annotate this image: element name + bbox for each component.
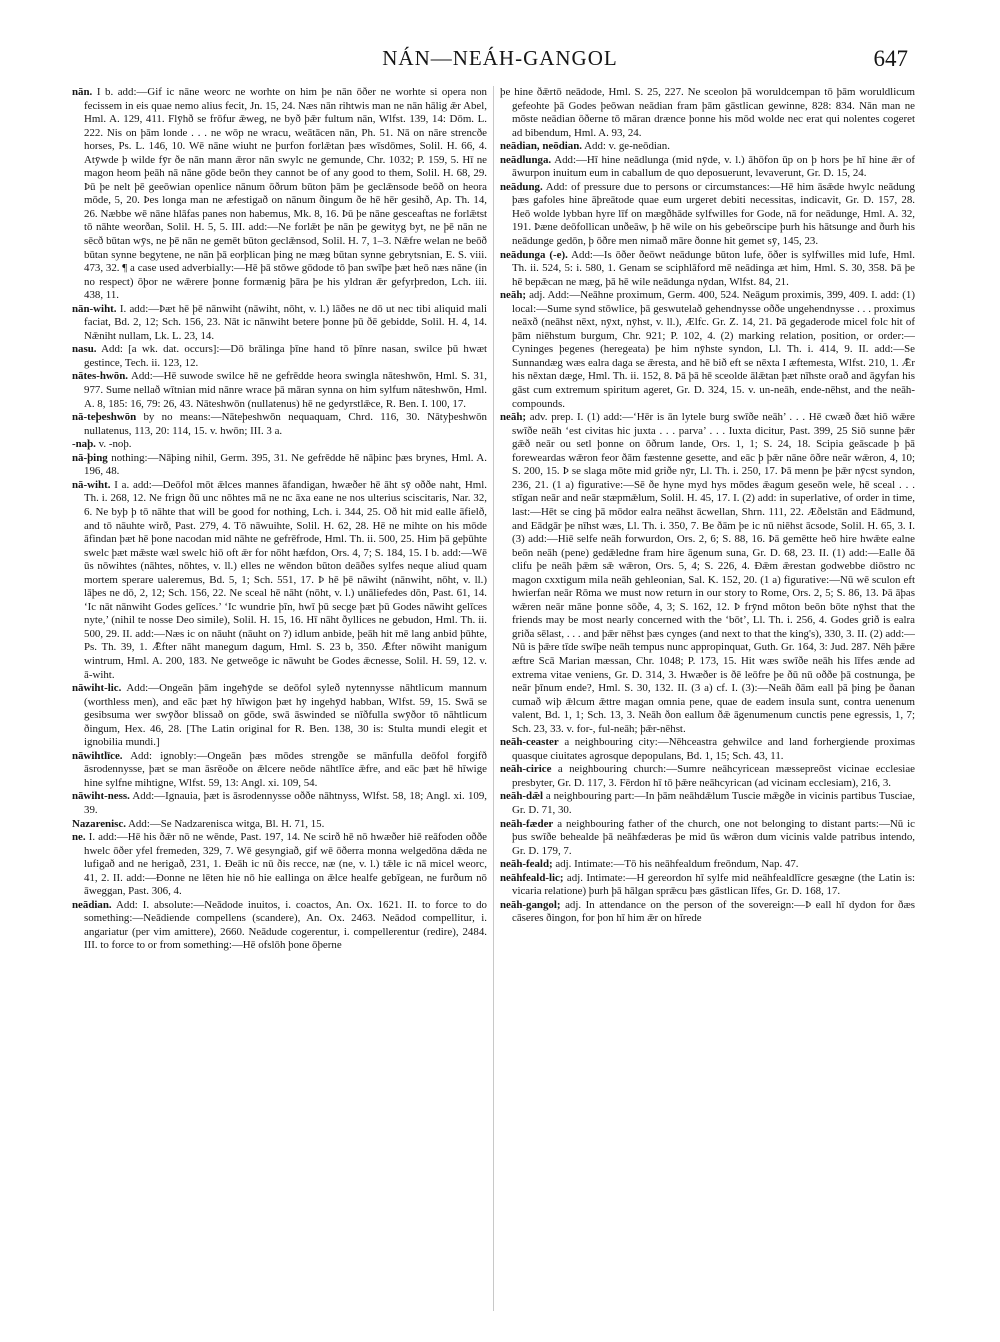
dictionary-entry	[500, 289, 915, 411]
entry-definition: a neighbouring part:—In þām neāhdǣlum Tuscie mǣgðe in vicinis partibus Tusciae, Gr. D. 71, 30.	[512, 790, 915, 816]
dictionary-entry	[500, 872, 915, 899]
entry-definition: I. add:—Þæt hē þē nānwiht (nāwiht, nōht, v. l.) lāðes ne dō ut nec tibi aliquid mali faciat, Bd. 2, 12; Sch. 156, 23. Nāt ic nānwiht betere þonne þū ðē gebidde, Solil. H. 4, 14. Nǣniht nullam, Lk. L. 23, 14.	[84, 302, 487, 342]
entry-definition: I b. add:—Gif ic nāne weorc ne worhte on him þe nān ōðer ne worhte si opera non fecissem in eis quae nemo alius fecit, Jn. 15, 24. Næs nān rihtwis man ne nān hālig ǣr Abel, Hml. A. 129, 411. Flȳhð se frōfur ǣweg, ne byð þǣr fultum nān, Wlfst. 139, 14: Dōm. L. 222. Nis on þām londe . . . ne wōp ne wracu, weātācen nān, Ph. 51. Nā on nāre strencðe horses, Ps. L. 146, 10. Wē nāne wiuht ne þurfon forlǣtan þæs wīsdōmes, Solil. H. 66, 4. Atȳwde þ wilde fȳr ðe nān mann ǣror nān swylc ne gemunde, Chr. 1032; P. 159, 5. Hī ne magon heom þeāh nā nāne gōde beōn they cannot be of any good to them, Solil. H. 68, 29. Þū þe nelt þē geeōwian openlice nānum ōðrum būton þām þe geclǣnsode beōð on heora mōde, 5, 20. Þes longa man ne æfestigað on nānum ðingum ðe hē hēr gesihð, Ap. Th. 14, 26. Næbbe wē nāne hlāfas panes non habemus, Mk. 8, 16. Þū þe nāne gesceaftas ne forlǣtst tō nāhte weorðan, Solil. H. 5, 5. III. add:—Ne forlǣt þe nān þe gewityg byt, ne þē nān ne sēcð būtan wȳs, ne þē nān ne gemēt būton geclǣnsod, Solil. H. 7, 1–3. Nǣfre welan ne beōð būtan synne begytene, ne nān þā eorþlican þing ne mæg būtan synne gebrytsnian, E. S. viii. 473, 32. ¶ a case used adverbially:—Hē þā stōwe gōdode tō þan swīþe þæt heō næs nāne (in no respect) ōþor ne wǣrere þonne formænig þāra þe his yldran ǣr gefyrþredon, Lch. iii. 438, 11.	[84, 86, 487, 302]
entry-definition: Add:—Is ōðer ðeōwt neādunge būton lufe, ōðer is sylfwilles mid lufe, Hml. Th. ii. 524, 5: i. 580, 1. Genam se sciphlāford mē neādinga æt him, Hml. S. 30, 358. Þā þe hē bepǣcan ne mæg, þā hē wile neādunga nȳdan, Wlfst. 84, 21.	[512, 248, 915, 288]
dictionary-entry	[500, 154, 915, 181]
entry-headword: nasu.	[72, 343, 97, 356]
dictionary-entry	[500, 763, 915, 790]
entry-definition: I. add:—Hē his ðǣr nō ne wēnde, Past. 197, 14. Ne scirð hē nō hwæðer hiē reāfoden oððe hwelc ōðer yfel fremeden, 329, 7. Wē gesyngiað, gif wē ōðerra monna welgedōna dǣda ne lufigað and ne herigað, 231, 1. Ðeāh ic nū ðis recce, næ (ne, v. l.) tǣle ic nā micel weorc, 41, 2. II. add:—Ðonne ne lēten hie nō hie eallinga on ǣlce healfe gebīgean, ne furðum nō āweggan, Past. 306, 4.	[84, 831, 487, 898]
entry-definition: Add: v. ge-neōdian.	[584, 140, 670, 153]
entry-definition: adj. Intimate:—Tō his neāhfealdum freōndum, Nap. 47.	[555, 858, 799, 871]
entry-headword: nān-wiht.	[72, 302, 117, 315]
entry-headword: nān.	[72, 86, 93, 98]
dictionary-entry	[500, 411, 915, 736]
entry-headword: neādlunga.	[500, 153, 552, 166]
page-number: 647	[873, 46, 908, 71]
entry-headword: nātes-hwōn.	[72, 370, 128, 383]
entry-headword: nā-wiht.	[72, 478, 111, 491]
entry-definition: nothing:—Nāþing nihil, Germ. 395, 31. Ne gefrēdde hē nāþinc þæs brynes, Hml. A. 196, 48.	[84, 451, 487, 478]
dictionary-entry	[72, 370, 487, 411]
entry-headword: neāh;	[500, 411, 527, 424]
entry-headword: neādunga (-e).	[500, 248, 568, 261]
entry-headword: neāh-cirice	[500, 763, 552, 776]
entry-headword: neāhfeald-lic;	[500, 871, 564, 884]
entry-definition: Add: of pressure due to persons or circumstances:—Hē him āsǣde hwylc neādung þæs gafoles hine āþreātode quae eum urgeret debiti necessitas, indicavit, Gr. D. 157, 28. Heō wolde lybban hyre līf on mægðhāde sylfwilles for Gode, nā for neādunge, Hml. A. 32, 191. Þæne deōfollican unðeāw, þ hē wile on his gebeōrscipe þurh his hātsunge and ðurh his neādunge gedōn, þ ōðre men nimað māre ðonne hit gemet sȳ, 145, 23.	[512, 180, 915, 248]
entry-headword: neāh;	[500, 289, 527, 302]
entry-definition: Add: [a wk. dat. occurs]:—Dō brālinga þīne hand tō þīnre nasan, swilce þū hwæt gestince, Tech. ii. 123, 12.	[84, 343, 487, 369]
entry-headword: nāwiht-lic.	[72, 682, 122, 695]
entry-definition: adj. Intimate:—H gereordon hī sylfe mid neāhfealdlīcre gesægne (the Latin is: vicaria relatione) þurh þā hālgan sprǣcu þæs gāstlican līfes, Gr. D. 168, 17.	[512, 871, 915, 898]
entry-definition: Add:—Ignauia, þæt is āsrodennysse oððe nāhtnyss, Wlfst. 58, 18; Angl. xi. 109, 39.	[84, 790, 487, 816]
dictionary-entry	[500, 181, 915, 249]
entry-headword: nā-teþeshwōn	[72, 411, 137, 424]
entry-definition: a neighbouring church:—Sumre neāhcyricean mæssepreōst vicinae ecclesiae presbyter, Gr. D. 117, 3. Fērdon hī tō þǣre neāhcyrican (ad vicinam ecclesiam), 216, 3.	[512, 763, 915, 789]
dictionary-entry	[72, 818, 487, 832]
entry-headword: Nazarenisc.	[72, 817, 126, 830]
entry-headword: neāh-ceaster	[500, 736, 559, 749]
dictionary-entry	[72, 343, 487, 370]
dictionary-entry	[500, 858, 915, 872]
dictionary-entry	[72, 452, 487, 479]
dictionary-entry	[500, 249, 915, 290]
left-column	[72, 86, 487, 1316]
entry-headword: neāh-feald;	[500, 858, 553, 871]
right-column	[500, 86, 915, 1316]
entry-definition: I a. add:—Deōfol mōt ǣlces mannes āfandigan, hwæðer hē āht sȳ oððe naht, Hml. Th. i. 268, 12. Ne frign ðū unc nōhtes mā ne nc āxa eane ne nos ulterius sciscitaris, Nar. 32, 6. Ne byþ þ tō nāhte that will be good for nothing, Lch. i. 344, 25. Oð hit mid ealle āfielð, and tō nāuhte wirð, Past. 279, 4. Tō nāwuihte, Solil. H. 62, 28. Hē ne mihte on his mōde āfindan þæt hē þone nacodan mid nāhte ne gefrēfrode, Hml. Th. ii. 500, 25. Him þā geþūhte swelc þæt mǣste wæl swelc hiō oft ǣr for nōht hæfdon, Ors. 4, 7; S. 184, 15. I b. add:—Wē ūs nōwihtes (nāhtes, nōhtes, v. ll.) elles ne wēndon būton deāðes sylfes neque aliud quam mortem sperare ualeremus, Bd. 5, 1; Sch. 551, 17. Þ hē þē nāwiht (nānwiht, nōht, v. ll.) lāþes ne dō, 2, 12; Sch. 156, 22. Ne sceal hē nāht (nōht, v. l.) unāliefedes dōn, Past. 61, 14. ‘Ic nāt nānwiht Godes gelīces.’ ‘Ic wundrie þīn, hwī þū secge þæt þū Godes nāwiht gelīces nyte,’ (nihil te nosse Deo simile), Solil. H. 15, 16. Hī nāht ðyllices ne gebudon, Hml. Th. ii. 500, 29. II. add:—Næs ic on nāuht (nāuht on ?) idlum anbide, þeāh hit mē lang anbid þūhte, Ps. Th. 39, 1. Ǣfter nāht manegum dagum, Hml. S. 23 b, 350. Ǣfter nōwiht manigum wintrum, Hml. A. 200, 183. Ne getweōge ic nāwuht be Godes ǣcnesse, Solil. H. 59, 12. v. ā-wiht.	[84, 478, 487, 681]
entry-definition: adj. Add:—Neāhne proximum, Germ. 400, 524. Neāgum proximis, 399, 409. I. add: (1) local:—Sume synd stōwlice, þā geswutelað gehendnysse oððe ungehendnysse . . . proximus neāxð (neāhst nēxt, nȳxt, nȳhst, v. ll.), Ælfc. Gr. Z. 14, 21. Þā gegaderode micel folc hit of þām niēhstum burgum, Chr. 921; P. 102, 4. (2) marking relation, position, or order:—Cyninges þegenes (heregeata) þe him nȳhste syndon, Ll. Th. i. 414, 9. II. add:—Se Sunnandæg wæs ealra daga se ǣresta, and hē bið eft se nēxta I æftemesta, Wlfst. 210, 1. Ǣr his nēxtan dæge, Hml. Th. ii. 152, 8. Þā þā hē sceolde ālǣtan þæt nīhste orað and āgyfan his gāst cum extremum spiritum ageret, Gr. D. 324, 15. v. un-neāh, ende-nēhst, and the neāh- compounds.	[512, 289, 915, 410]
dictionary-entry	[72, 790, 487, 817]
dictionary-entry	[72, 411, 487, 438]
entry-definition: Add: I. absolute:—Neādode inuitos, i. coactos, An. Ox. 1621. II. to force to do something:—Neādiende compellens (scandere), An. Ox. 2463. Neādod compellitur, i. angariatur (per vim amittere), 2660. Neādude cogerentur, i. compellerentur (redire), 2484. III. to force to or from something:—Hē ofslōh þone ōþerne	[84, 898, 487, 952]
entry-headword: neāh-fæder	[500, 817, 554, 830]
entry-headword: neādung.	[500, 180, 543, 193]
entry-definition: Add:—Hē suwode swilce hē ne gefrēdde heora swingla nāteshwōn, Hml. S. 31, 977. Sume nellað wītnian mid nānre wrace þā māran synna on him sylfum nāteshwōn, Hml. A. 8, 185: 16, 79: 26, 43. Nāteshwōn (nullatenus) hē ne gedyrstlǣce, R. Ben. I. 100, 17.	[84, 370, 487, 410]
entry-definition: adj. In attendance on the person of the sovereign:—Þ eall hī dydon for ðæs cāseres ðingon, for þon hī him ǣr on hīrede	[512, 898, 915, 925]
dictionary-entry	[72, 750, 487, 791]
entry-headword: neāh-dǣl	[500, 790, 543, 803]
entry-definition: v. -noþ.	[98, 438, 132, 451]
entry-headword: neādian.	[72, 898, 112, 911]
entry-definition: Add:—Se Nadzarenisca witga, Bl. H. 71, 15.	[128, 817, 325, 830]
running-title: NÁN—NEÁH-GANGOL	[382, 46, 618, 70]
entry-definition: by no means:—Nāteþeshwōn nequaquam, Chrd. 116, 30. Nātyþeshwōn nullatenus, 113, 20: 114, 15. v. hwōn; III. 3 a.	[84, 411, 487, 437]
entry-definition: þe hine ðǣrtō neādode, Hml. S. 25, 227. Ne sceolon þā woruldcempan tō þām woruldlicum gefeohte þā Godes þeōwan neādian fram þām gāstlican gewinne, 828: 834. Nān man ne mōste neādian ōðerne tō māran drænce þonne his mōd wolde nec erat qui nolentes cogeret ad bibendum, Hml. A. 93, 24.	[500, 86, 915, 139]
dictionary-entry	[72, 831, 487, 899]
running-head	[0, 46, 1000, 82]
entry-headword: nāwihtlīce.	[72, 749, 123, 762]
entry-definition: adv. prep. I. (1) add:—‘Hēr is ān lytele burg swīðe neāh’ . . . Hē cwæð ðæt hiō wǣre swīðe neāh ‘est civitas hic juxta . . . parva’ . . . Iuxta dicitur, Past. 399, 25 Siō sunne þǣr gǣð neār ou setl þonne on ōðrum lande, Ors. 1, 1; S. 24, 18. Scipia geāscade þ þā foreweardas wǣron feor ðām fæstenne gesette, and eāc þ þǣr nāne ōðre neār wǣron, 4, 10; S. 200, 15. Þ se slaga mōte mid griðe nȳr, Ll. Th. i. 250, 17. Þā menn þe þǣr nȳcst syndon, 236, 21. (1 a) figurative:—Sē ðe hyne myd hys mōdes ǣagum geseōn wele, hē sceal . . . stīgan neār and neār stæpmǣlum, Solil. H. 45, 17. I. (2) add: in superlative, of order in time, last:—Hēt se cing þā mōdor ealra neāhst ācwellan, Shrn. 111, 22. Æðelstān and Eādmund, and Eādgār þe nīhst wæs, Ll. Th. i. 350, 7. Be ðām þe ic nū niēhst ācsode, Solil. H. 65, 3. I. (3) add:—Hiē selfe neāh forwurdon, Ors. 2, 6; S. 88, 16. Þā gemētte heō hire hwǣte ealne beōn neāh (pene) gedǣledne fram hire āgenum suna, Gr. D. 68, 23. II. (1) add:—Ealle ðā clifu þe neāh þǣm sǣ wǣron, Ors. 5, 4; S. 226, 4. Ðǣm ǣrestan godwebbe diōstro nc magon cxxtigum mila neāh gehleonian, Sal. K. 152, 20. (1 a) figurative:—Nū wē sculon eft hwierfan neār Rōma we must now return in our story to Rome, Ors. 2, 5; S. 86, 13. Þā āþas wǣren neār māne þonne sōðe, 4, 3; S. 162, 12. Þ frȳnd mōton beōn bōte nȳhst that the friends may be most nearly concerned with the ‘bōt’, Ll. Th. i. 256, 4. Godes grið is ealra griða sēlast, . . . and þǣr nēhst þæs cynges (and next to that the king's), 330, 3. II. (2) add:—Nū is þǣre tīde swīþe neāh tempus nunc appropinquat, Guth. Gr. 164, 3: Jud. 287. Nēh þǣre æftre Scā Marian mæssan, Chr. 1048; P. 173, 15. Hit wæs swīðe neāh his līfes ænde ad extrema vitae veniens, Gr. D. 314, 3. Hwæðer is ðē leōfre þe ðū nū oððe þā costnunga, þe neār þīnum ende?, Hml. S. 30, 132. II. (3 a) cf. I. (3):—Neāh ðām eall þā þing þe ðanan cumað wiþ ǣlcum ǣttre magan omnia pene, quae de eadem insula sunt, contra uenenum valent, Bd. 1, 1; Sch. 13, 3. Neāh ðon eallum ðǣ āgenumenum cunctis pene egressis, 1, 7; Sch. 23, 33. v. for-, ful-neāh; þǣr-nēhst.	[512, 411, 915, 735]
entry-headword: neāh-gangol;	[500, 898, 561, 911]
entry-headword: -naþ.	[72, 438, 96, 451]
entry-headword: ne.	[72, 831, 86, 844]
entry-definition: Add:—Ongeān þām ingeħȳde se deōfol syleð nytennysse nāhtlicum mannum (worthless men), and eāc þæt hȳ hīwigon þæt hȳ ingehȳd habban, Wlfst. 59, 15. Swā se gesibsuma wer swȳðor blissað on gōde, swā āswinded se nīðfulla swȳðor tō nāhtlicum ðingum, Hex. 46, 28. [The Latin original for R. Ben. 138, 30 is: Stulta mundi elegit et ignobilia mundi.]	[84, 682, 487, 749]
column-divider	[493, 86, 494, 1311]
dictionary-entry	[72, 899, 487, 953]
dictionary-entry	[72, 303, 487, 344]
dictionary-entry	[72, 479, 487, 682]
dictionary-entry	[500, 736, 915, 763]
entry-headword: nā-þing	[72, 451, 108, 464]
dictionary-entry	[72, 86, 487, 303]
dictionary-entry	[500, 140, 915, 154]
dictionary-entry	[500, 790, 915, 817]
entry-headword: nāwiht-ness.	[72, 790, 130, 803]
entry-definition: a neighbouring city:—Nēhceastra gehwilce and land forhergiende proximas quasque ciuitates agrosque depopulans, Bd. 1, 15; Sch. 43, 11.	[512, 736, 915, 762]
dictionary-entry	[500, 818, 915, 859]
dictionary-entry	[500, 899, 915, 926]
entry-definition: a neighbouring father of the church, one not belonging to distant parts:—Nū ic þus swīðe behealde þā neāhfæderas þe mid ūs wǣron dum vicinis valde patribus intendo, Gr. D. 179, 7.	[512, 817, 915, 857]
entry-headword: neādian, neōdian.	[500, 140, 583, 153]
entry-definition: Add: ignobly:—Ongeān þæs mōdes strengðe se mānfulla deōfol forgifð āsrodennysse, þæt se man āsrēoðe on ǣlcere neōde nāhtlīce ǣfre, and eāc þæt hē hīwige hine sylfne mihtigne, Wlfst. 59, 13: Angl. xi. 109, 54.	[84, 749, 487, 789]
entry-definition: Add:—Hī hine neādlunga (mid nȳde, v. l.) āhōfon ūp on þ hors þe hī hine ǣr of āwurpon inuitum eum in caballum de quo deposuerunt, levaverunt, Gr. D. 15, 24.	[512, 153, 915, 180]
dictionary-entry	[72, 682, 487, 750]
dictionary-entry	[72, 438, 487, 452]
dictionary-entry	[500, 86, 915, 140]
